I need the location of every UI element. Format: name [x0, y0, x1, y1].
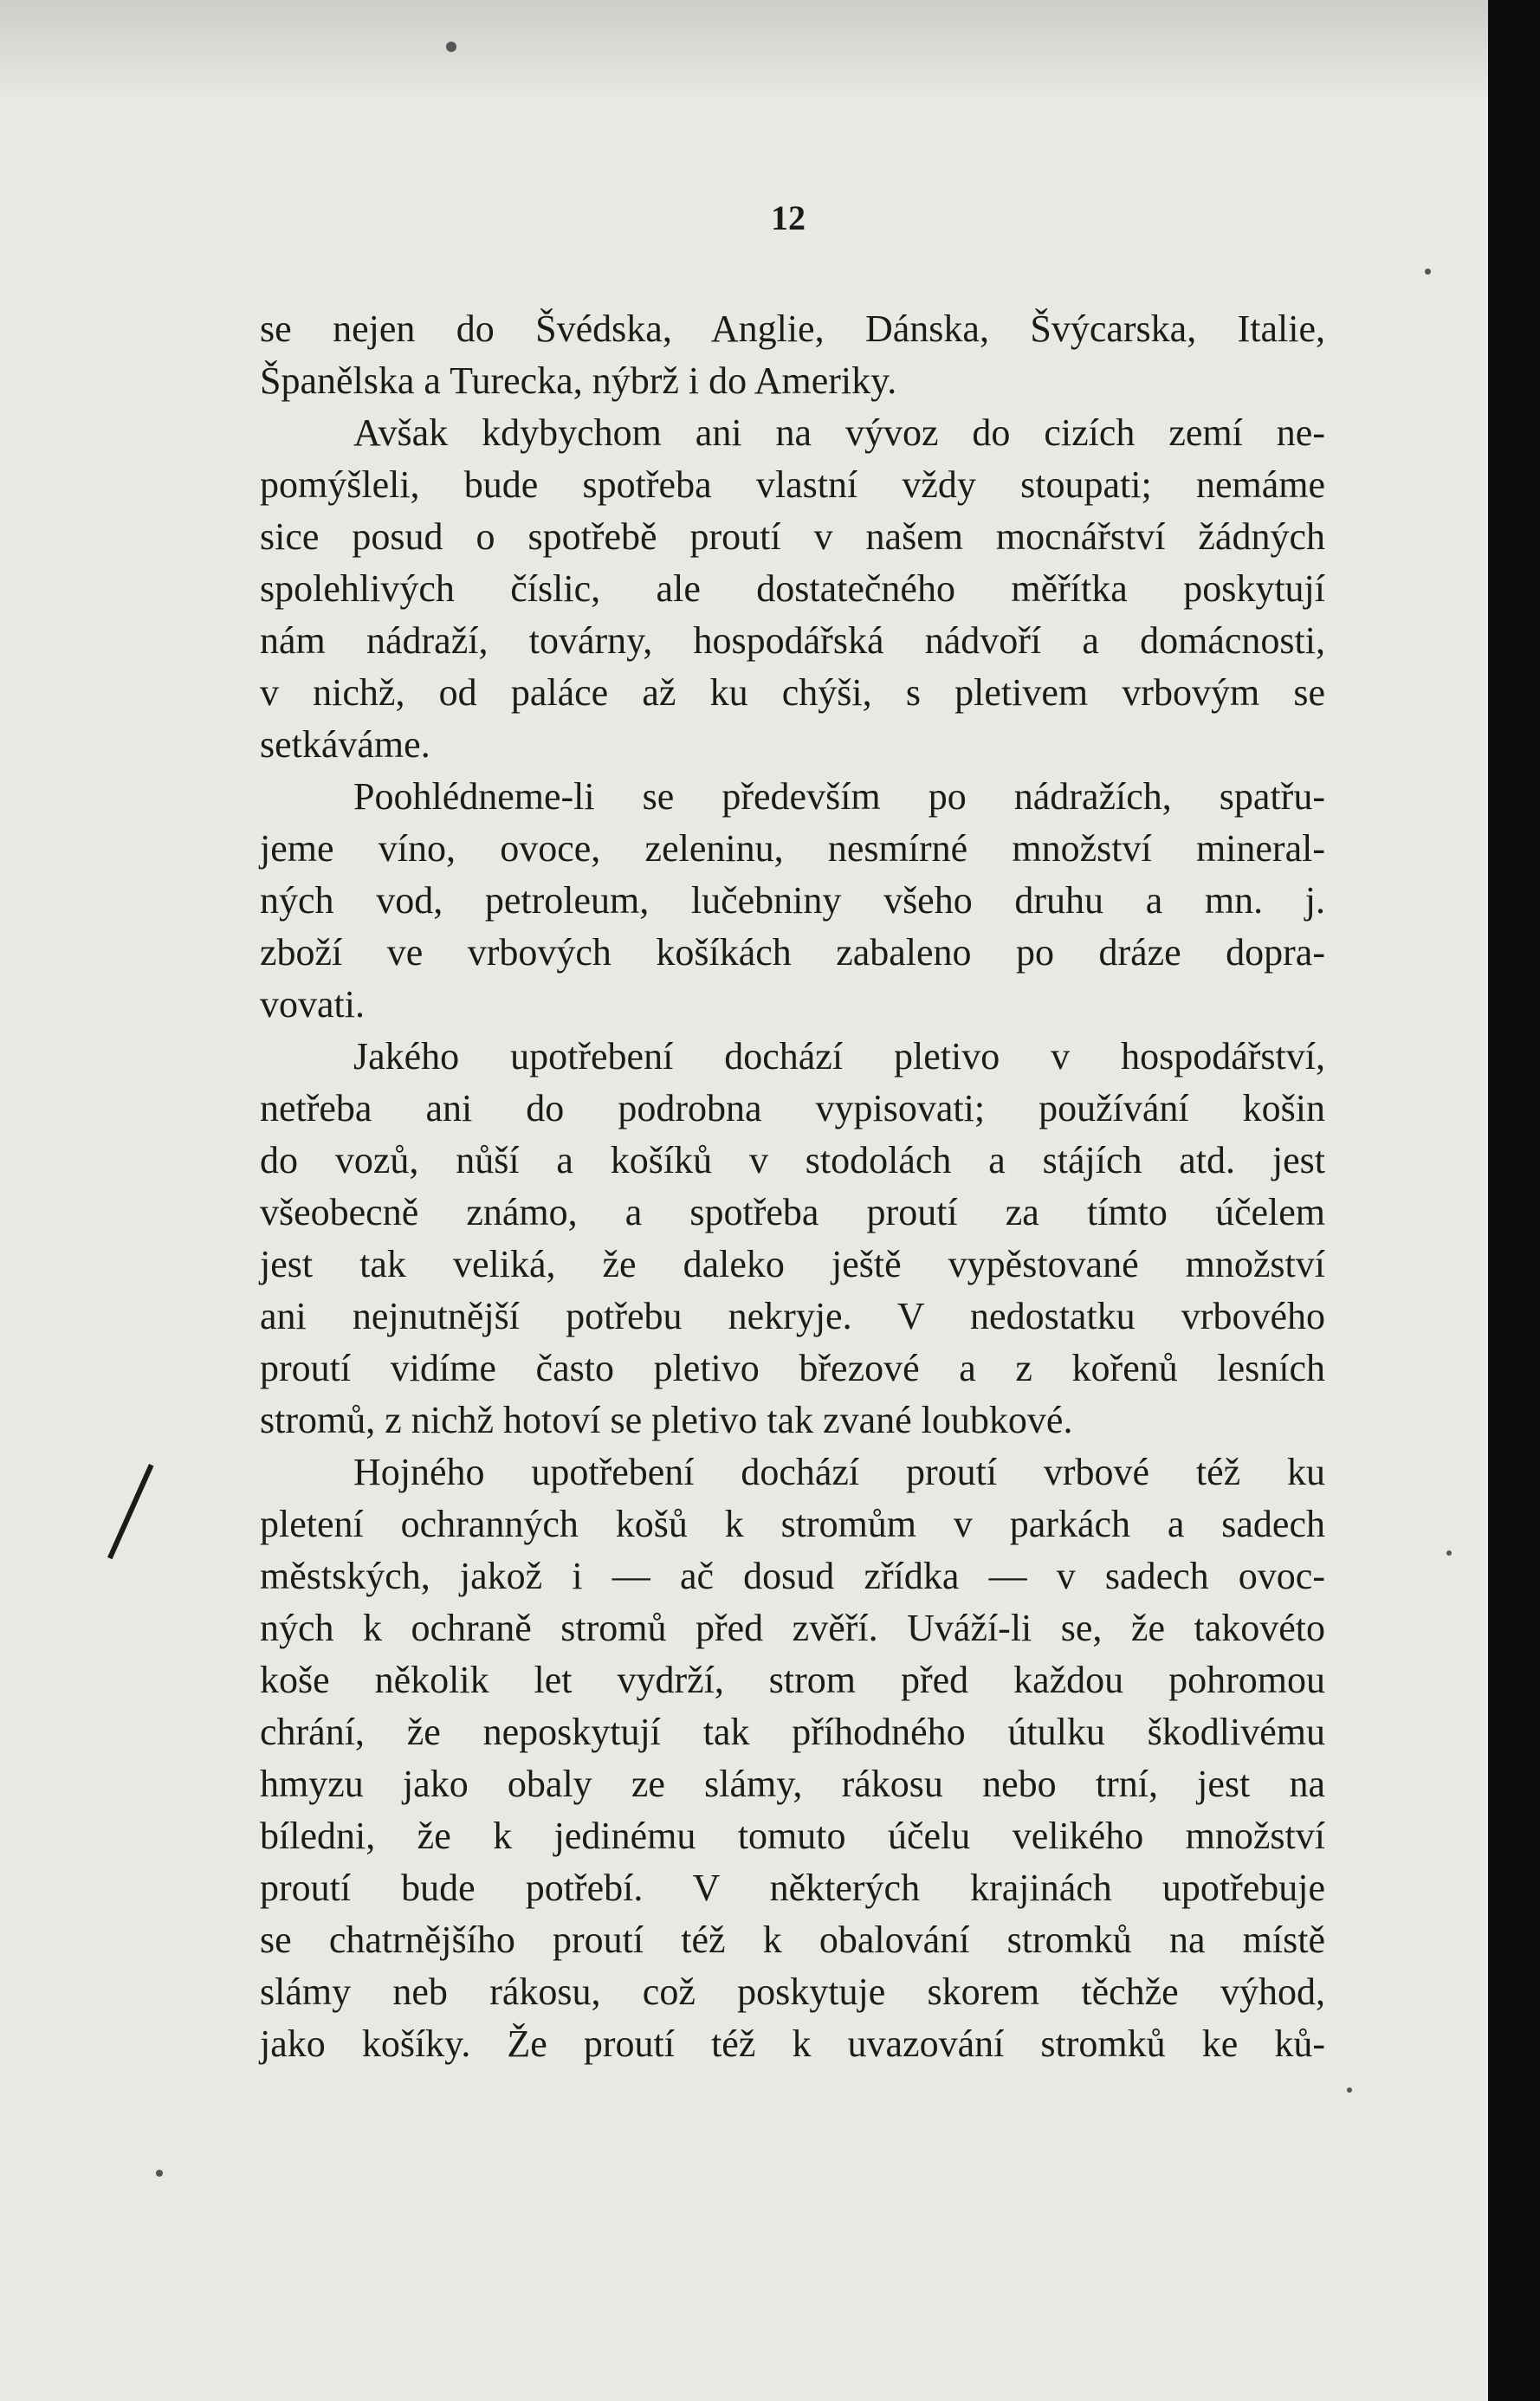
paper-speck	[446, 42, 456, 52]
text-line: v nichž, od paláce až ku chýši, s pletivem vrbovým se	[260, 671, 1325, 714]
text-line: proutí bude potřebí. V některých krajinách upotřebuje	[260, 1867, 1325, 1909]
text-line: jeme víno, ovoce, zeleninu, nesmírné množství mineral-	[260, 827, 1325, 870]
text-line: pletení ochranných košů k stromům v parkách a sadech	[260, 1503, 1325, 1545]
text-line: chrání, že neposkytují tak příhodného útulku škodlivému	[260, 1711, 1325, 1753]
body-text	[260, 303, 1325, 2070]
text-line: Španělska a Turecka, nýbrž i do Ameriky.	[260, 359, 897, 402]
text-line: netřeba ani do podrobna vypisovati; používání košin	[260, 1087, 1325, 1129]
margin-pencil-mark	[107, 1464, 153, 1559]
paragraph-5	[260, 1446, 1325, 2070]
paper-speck	[1425, 269, 1431, 275]
text-line: spolehlivých číslic, ale dostatečného měřítka poskytují	[260, 567, 1325, 610]
text-line: jest tak veliká, že daleko ještě vypěstované množství	[260, 1243, 1325, 1285]
page-number: 12	[771, 198, 806, 237]
text-line: ných vod, petroleum, lučebniny všeho druhu a mn. j.	[260, 879, 1325, 922]
text-line: koše několik let vydrží, strom před každou pohromou	[260, 1659, 1325, 1701]
text-line: se nejen do Švédska, Anglie, Dánska, Švýcarska, Italie,	[260, 307, 1325, 350]
text-line: nám nádraží, továrny, hospodářská nádvoří a domácnosti,	[260, 619, 1325, 662]
scan-shadow	[0, 0, 1488, 104]
text-line: hmyzu jako obaly ze slámy, rákosu nebo trní, jest na	[260, 1763, 1325, 1805]
paper-speck	[156, 2170, 163, 2177]
paragraph-1	[260, 303, 1325, 407]
paragraph-3	[260, 771, 1325, 1031]
text-line: se chatrnějšího proutí též k obalování stromků na místě	[260, 1919, 1325, 1961]
text-line: ných k ochraně stromů před zvěří. Uváží-li se, že takovéto	[260, 1607, 1325, 1649]
text-line: ani nejnutnější potřebu nekryje. V nedostatku vrbového	[260, 1295, 1325, 1337]
text-line: zboží ve vrbových košíkách zabaleno po dráze dopra-	[260, 931, 1325, 974]
text-line: do vozů, nůší a košíků v stodolách a stájích atd. jest	[260, 1139, 1325, 1181]
text-line: vovati.	[260, 983, 365, 1026]
text-line: Avšak kdybychom ani na vývoz do cizích zemí ne-	[353, 411, 1325, 454]
scan-edge	[1488, 0, 1540, 2401]
text-line: Hojného upotřebení dochází proutí vrbové též ku	[353, 1451, 1325, 1493]
text-line: městských, jakož i — ač dosud zřídka — v sadech ovoc-	[260, 1555, 1325, 1597]
paragraph-2	[260, 407, 1325, 771]
text-line: stromů, z nichž hotoví se pletivo tak zvané loubkové.	[260, 1399, 1073, 1441]
text-line: sice posud o spotřebě proutí v našem mocnářství žádných	[260, 515, 1325, 558]
paragraph-4	[260, 1031, 1325, 1446]
text-line: všeobecně známo, a spotřeba proutí za tímto účelem	[260, 1191, 1325, 1233]
text-line: jako košíky. Že proutí též k uvazování stromků ke ků-	[260, 2022, 1325, 2065]
text-line: slámy neb rákosu, což poskytuje skorem těchže výhod,	[260, 1971, 1325, 2013]
text-line: setkáváme.	[260, 723, 430, 766]
text-line: Poohlédneme-li se především po nádražích, spatřu-	[353, 775, 1325, 818]
text-line: pomýšleli, bude spotřeba vlastní vždy stoupati; nemáme	[260, 463, 1325, 506]
text-line: proutí vidíme často pletivo březové a z kořenů lesních	[260, 1347, 1325, 1389]
text-line: Jakého upotřebení dochází pletivo v hospodářství,	[353, 1035, 1325, 1078]
text-line: bíledni, že k jedinému tomuto účelu velikého množství	[260, 1815, 1325, 1857]
paper-speck	[1446, 1550, 1452, 1556]
paper-speck	[1347, 2087, 1352, 2093]
